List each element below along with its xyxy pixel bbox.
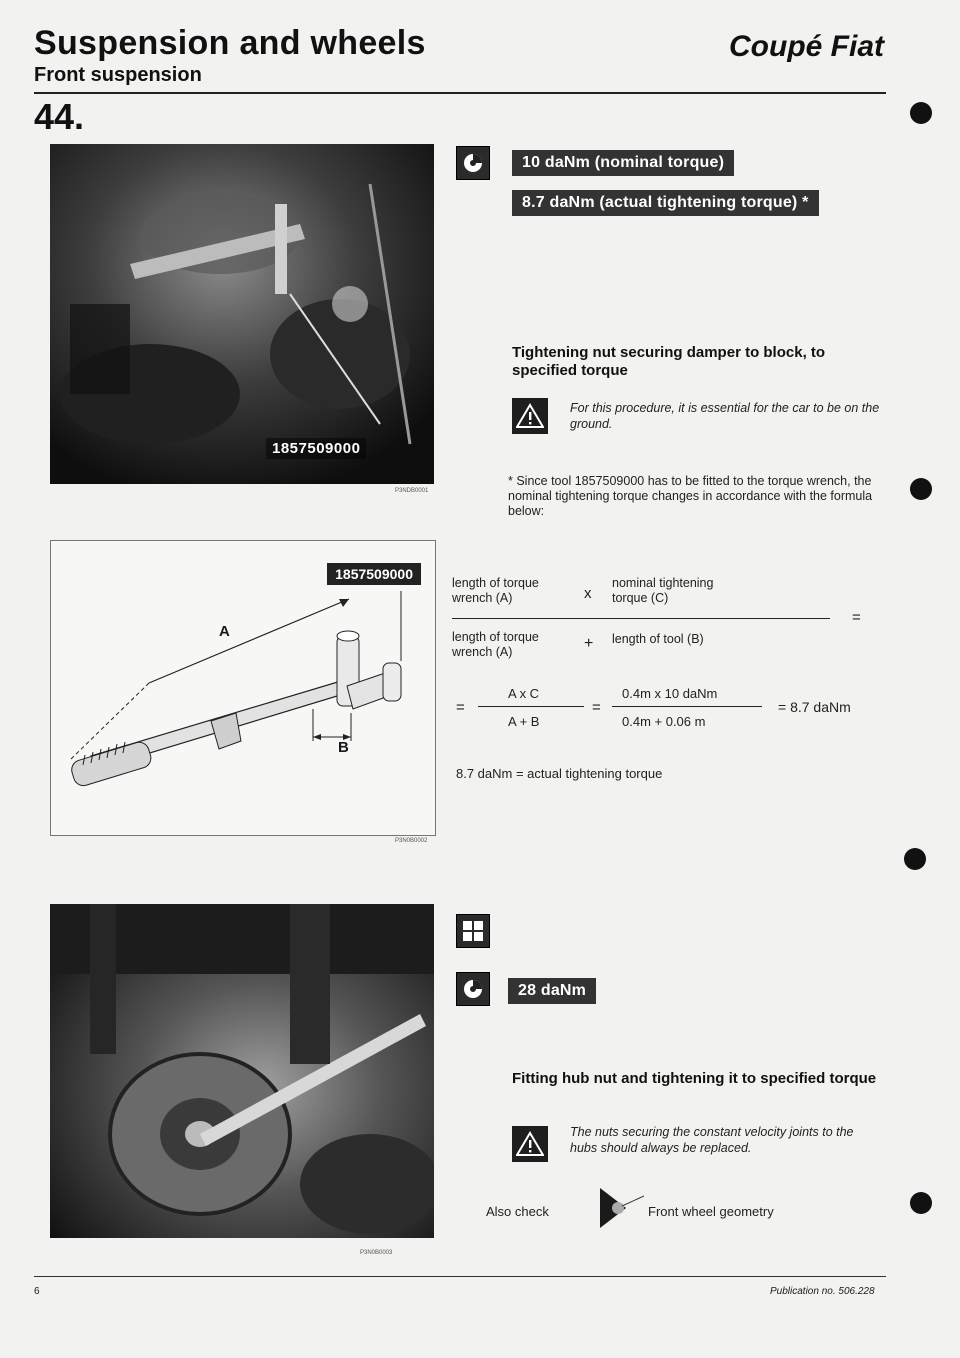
formula-val-num: 0.4m x 10 daNm <box>622 686 718 701</box>
page-number: 6 <box>34 1286 40 1297</box>
margin-dot <box>910 478 932 500</box>
wheel-geometry-icon <box>596 1184 644 1232</box>
section-subtitle: Front suspension <box>34 64 202 86</box>
formula-num-left: length of torque wrench (A) <box>452 576 539 605</box>
parts-replace-icon <box>456 914 490 948</box>
torque-wrench-diagram <box>50 540 436 836</box>
warning-icon <box>512 1126 548 1162</box>
torque-badge: 28 daNm <box>508 978 596 1004</box>
margin-dot <box>904 848 926 870</box>
photo-hub-nut <box>50 904 434 1238</box>
photo-damper-tightening <box>50 144 434 484</box>
photo-ref-code: P3NDB0001 <box>395 488 429 494</box>
formula-num-right: nominal tightening torque (C) <box>612 576 714 605</box>
formula-sym-den: A + B <box>508 714 540 729</box>
step1-warning-text: For this procedure, it is essential for the car to be on the ground. <box>570 401 880 431</box>
formula-note: * Since tool 1857509000 has to be fitted to the torque wrench, the nominal tightening torque changes in accordance with the formula below: <box>508 474 873 518</box>
photo-tool-label: 1857509000 <box>266 438 366 459</box>
formula-den-left: length of torque wrench (A) <box>452 630 539 659</box>
margin-dot <box>910 1192 932 1214</box>
header-rule <box>34 92 886 94</box>
torque-actual-badge: 8.7 daNm (actual tightening torque) * <box>512 190 819 216</box>
footer-rule <box>34 1276 886 1277</box>
formula-eq-lead: = <box>456 699 465 716</box>
fraction-bar <box>452 618 830 619</box>
photo-hub-image <box>50 904 434 1238</box>
torque-wrench-icon <box>456 972 490 1006</box>
step1-heading: Tightening nut securing damper to block, to specified torque <box>512 344 826 379</box>
fraction-bar-sym <box>478 706 584 707</box>
reference-link[interactable]: Front wheel geometry <box>648 1204 774 1219</box>
fraction-bar-val <box>612 706 762 707</box>
warning-icon <box>512 398 548 434</box>
section-title: Suspension and wheels <box>34 24 426 62</box>
step-number: 44. <box>34 96 85 137</box>
photo-damper-image <box>50 144 434 484</box>
torque-wrench-icon <box>456 146 490 180</box>
formula-eq-mid: = <box>592 699 601 716</box>
step2-heading: Fitting hub nut and tightening it to specified torque <box>512 1070 877 1087</box>
formula-den-right: length of tool (B) <box>612 632 704 646</box>
dimension-label-b: B <box>338 739 349 756</box>
formula-eq: = <box>852 609 861 626</box>
photo-ref-code: P3N0B0003 <box>360 1250 393 1256</box>
formula-den-op: + <box>584 635 594 652</box>
formula-sym-num: A x C <box>508 686 540 701</box>
diagram-ref-code: P3N0B0002 <box>395 838 428 844</box>
margin-dot <box>910 102 932 124</box>
publication-number: Publication no. 506.228 <box>770 1286 875 1297</box>
formula-val-den: 0.4m + 0.06 m <box>622 714 706 729</box>
formula-result: = 8.7 daNm <box>778 699 851 715</box>
torque-nominal-badge: 10 daNm (nominal torque) <box>512 150 734 176</box>
diagram-tool-label: 1857509000 <box>327 563 421 585</box>
step2-warning-text: The nuts securing the constant velocity joints to the hubs should always be replaced. <box>570 1125 854 1155</box>
brand-name: Coupé Fiat <box>729 30 884 63</box>
formula-conclusion: 8.7 daNm = actual tightening torque <box>456 766 663 781</box>
formula-num-op: x <box>584 585 592 602</box>
dimension-label-a: A <box>219 623 230 640</box>
also-check-label: Also check <box>486 1204 549 1219</box>
wrench-tool-drawing <box>51 541 435 835</box>
